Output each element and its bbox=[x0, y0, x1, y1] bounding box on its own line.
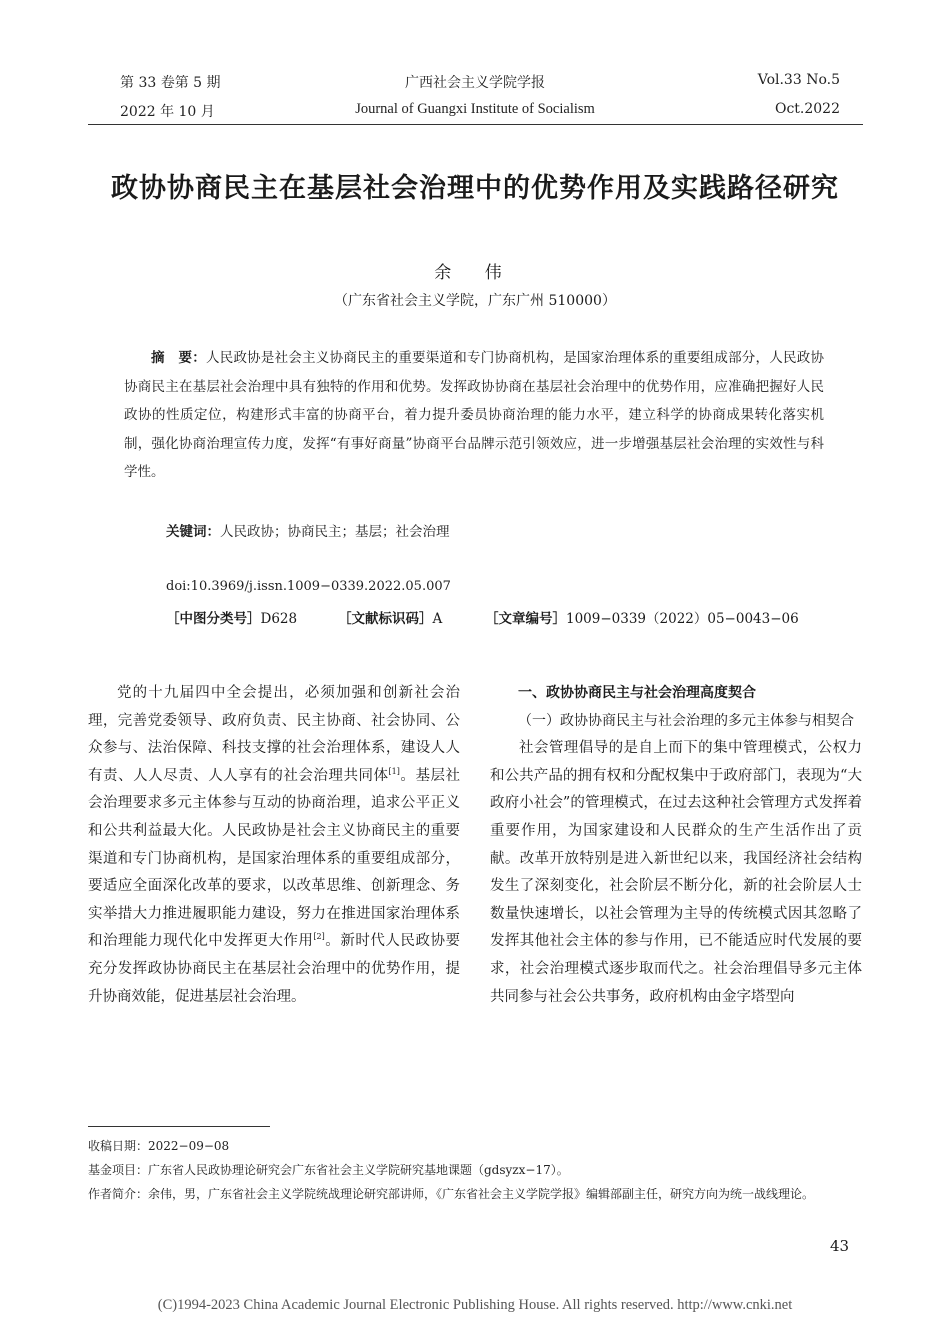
article-number-value: 1009−0339（2022）05−0043−06 bbox=[566, 611, 799, 627]
section-paragraph: 社会管理倡导的是自上而下的集中管理模式，公权力和公共产品的拥有权和分配权集中于政府部门，表现为“大政府小社会”的管理模式，在过去这种社会管理方式发挥着重要作用，为国家建设和人民群众的生产生活作出了贡献。改革开放特别是进入新世纪以来，我国经济社会结构发生了深刻变化，社会阶层不断分化，新的社会阶层人士数量快速增长，以社会管理为主导的传统模式因其忽略了发挥其他社会主体的参与作用，已不能适应时代发展的要求，社会治理模式逐步取而代之。社会治理倡导多元主体共同参与社会公共事务，政府机构由金字塔型向 bbox=[490, 740, 862, 1005]
body-right-column bbox=[490, 680, 862, 1011]
clc-value: D628 bbox=[260, 611, 298, 627]
keywords-label: 关键词： bbox=[166, 524, 220, 540]
ref-1: [1] bbox=[388, 766, 400, 776]
footnote-received: 收稿日期：2022−09−08 bbox=[88, 1139, 230, 1153]
abstract-text: 人民政协是社会主义协商民主的重要渠道和专门协商机构，是国家治理体系的重要组成部分，人民政协协商民主在基层社会治理中具有独特的作用和优势。发挥政协协商在基层社会治理中的优势作用，应准确把握好人民政协的性质定位，构建形式丰富的协商平台，着力提升委员协商治理的能力水平，建立科学的协商成果转化落实机制，强化协商治理宣传力度，发挥“有事好商量”协商平台品牌示范引领效应，进一步增强基层社会治理的实效性与科学性。 bbox=[124, 350, 825, 480]
keywords-text: 人民政协；协商民主；基层；社会治理 bbox=[220, 524, 450, 540]
clc-label: ［中图分类号］ bbox=[166, 611, 261, 627]
article-number bbox=[485, 607, 799, 627]
author-name: 余 伟 bbox=[434, 263, 516, 283]
header-date-cn: 2022 年 10 月 bbox=[120, 104, 215, 120]
intro-text-3: 。新时代人民政协要充分发挥政协协商民主在基层社会治理中的优势作用，提升协商效能，促进基层社会治理。 bbox=[88, 933, 461, 1005]
keywords bbox=[166, 520, 450, 540]
copyright-notice: (C)1994-2023 China Academic Journal Electronic Publishing House. All rights reserved. http://www.cnki.net bbox=[157, 1297, 793, 1313]
doc-code-value: A bbox=[432, 611, 443, 627]
abstract-label: 摘 要： bbox=[151, 350, 206, 366]
header-volume-en: Vol.33 No.5 bbox=[757, 72, 840, 88]
abstract bbox=[124, 344, 824, 487]
clc-number bbox=[166, 607, 297, 627]
header-journal-cn: 广西社会主义学院学报 bbox=[405, 75, 545, 91]
header-journal-en: Journal of Guangxi Institute of Socialism bbox=[355, 101, 595, 117]
article-title: 政协协商民主在基层社会治理中的优势作用及实践路径研究 bbox=[111, 173, 839, 204]
footnote-fund: 基金项目：广东省人民政协理论研究会广东省社会主义学院研究基地课题（gdsyzx−17）。 bbox=[88, 1163, 569, 1177]
footnote-author-bio: 作者简介：余伟，男，广东省社会主义学院统战理论研究部讲师，《广东省社会主义学院学报》编辑部副主任，研究方向为统一战线理论。 bbox=[88, 1187, 815, 1201]
doc-code-label: ［文献标识码］ bbox=[338, 611, 433, 627]
header-date-en: Oct.2022 bbox=[774, 101, 840, 117]
section-heading-1: 一、政协协商民主与社会治理高度契合 bbox=[518, 685, 756, 701]
intro-paragraph bbox=[88, 680, 460, 1011]
intro-text-1: 党的十九届四中全会提出，必须加强和创新社会治理，完善党委领导、政府负责、民主协商、社会协同、公众参与、法治保障、科技支撑的社会治理体系，建设人人有责、人人尽责、人人享有的社会治理共同体 bbox=[88, 685, 460, 784]
document-code bbox=[338, 607, 442, 627]
ref-2: [2] bbox=[313, 932, 325, 942]
article-number-label: ［文章编号］ bbox=[485, 611, 566, 627]
subsection-heading-1: （一）政协协商民主与社会治理的多元主体参与相契合 bbox=[518, 712, 854, 729]
doi: doi:10.3969/j.issn.1009−0339.2022.05.007 bbox=[166, 579, 451, 594]
header-volume-cn: 第 33 卷第 5 期 bbox=[120, 75, 221, 91]
page-number: 43 bbox=[830, 1237, 850, 1255]
body-left-column bbox=[88, 680, 460, 1011]
header-rule bbox=[88, 124, 863, 125]
intro-text-2: 。基层社会治理要求多元主体参与互动的协商治理，追求公平正义和公共利益最大化。人民政协是社会主义协商民主的重要渠道和专门协商机构，是国家治理体系的重要组成部分，要适应全面深化改革的要求，以改革思维、创新理念、务实举措大力推进履职能力建设，努力在推进国家治理体系和治理能力现代化中发挥更大作用 bbox=[88, 767, 460, 950]
footnote-rule bbox=[88, 1126, 270, 1127]
author-affiliation: （广东省社会主义学院，广东广州 510000） bbox=[334, 293, 616, 309]
